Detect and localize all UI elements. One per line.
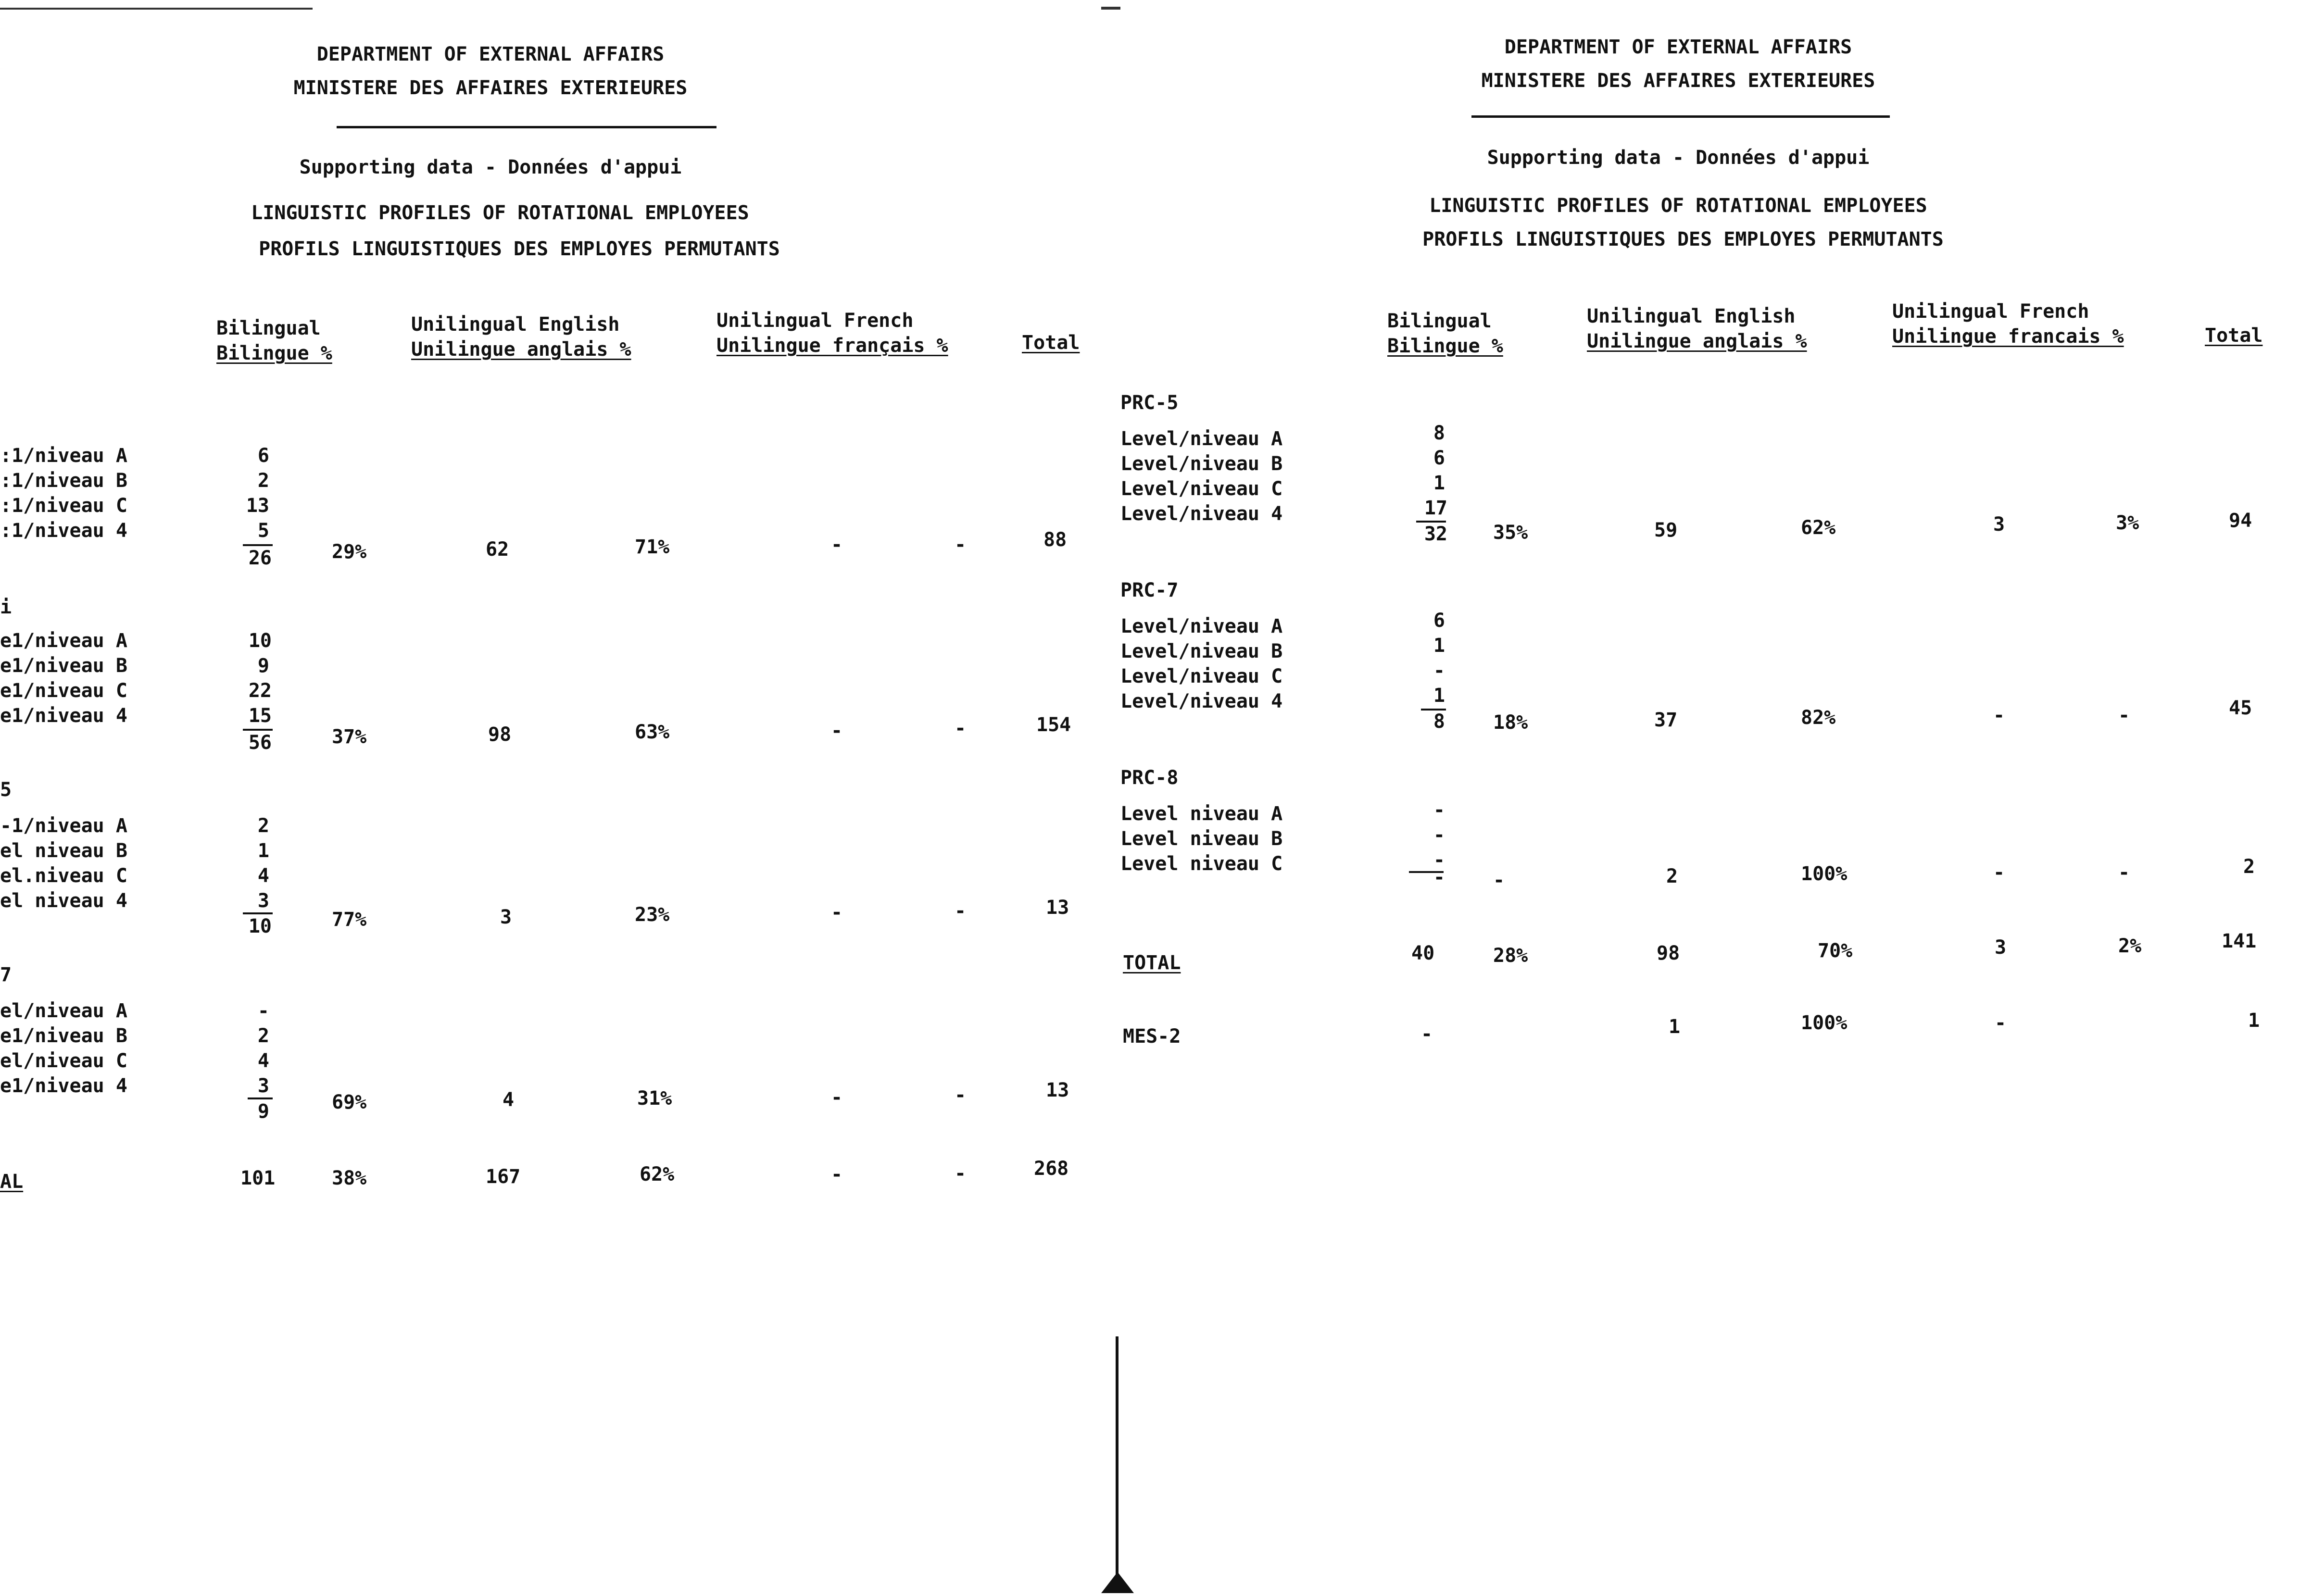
right-g1-val-a: 6 <box>1433 610 1445 632</box>
left-col-french: Unilingual French <box>716 310 914 332</box>
left-total-eng-pct: 62% <box>640 1163 675 1185</box>
right-g1-eng: 37 <box>1654 709 1678 731</box>
left-g3-val-c: 4 <box>257 1050 269 1072</box>
right-col-francais: Unilingue francais % <box>1892 325 2124 348</box>
right-g0-val-b: 6 <box>1433 447 1445 469</box>
left-g3-eng: 4 <box>503 1089 515 1111</box>
right-col-bilingue: Bilingue % <box>1387 335 1503 357</box>
left-col-bilingual: Bilingual <box>216 317 321 339</box>
right-subtitle-en: LINGUISTIC PROFILES OF ROTATIONAL EMPLOYEES <box>1429 195 1927 217</box>
right-col-english: Unilingual English <box>1587 305 1796 327</box>
left-g1-bil-pct: 37% <box>332 726 367 748</box>
right-g1-val-b: 1 <box>1433 635 1445 657</box>
right-g2-fr: - <box>1993 861 2005 884</box>
left-g2-fr: - <box>831 901 843 923</box>
right-g1-val-4: 1 <box>1433 685 1445 707</box>
left-g0-label-b: :1/niveau B <box>0 470 127 492</box>
right-g0-sum: 32 <box>1424 523 1447 545</box>
left-g0-label-c: :1/niveau C <box>0 495 127 517</box>
left-g2-label-c: el.niveau C <box>0 865 127 887</box>
left-title-fr: MINISTERE DES AFFAIRES EXTERIEURES <box>293 77 688 99</box>
left-g2-sum-rule <box>243 912 273 914</box>
left-g2-val-c: 4 <box>257 865 269 887</box>
page-spine-foot <box>1101 1572 1134 1593</box>
left-g3-sum: 9 <box>257 1100 269 1122</box>
left-g3-label-c: el/niveau C <box>0 1050 127 1072</box>
right-col-total: Total <box>2205 324 2263 347</box>
left-g1-label-b: e1/niveau B <box>0 655 127 677</box>
right-total-eng-pct: 70% <box>1818 940 1853 962</box>
right-g1-fr: - <box>1993 704 2005 726</box>
left-g0-fr-pct: - <box>955 534 967 556</box>
left-g2-val-a: 2 <box>257 815 269 837</box>
left-total-total: 268 <box>1034 1158 1069 1180</box>
left-g0-eng: 62 <box>486 538 509 561</box>
left-col-francais: Unilingue français % <box>716 335 948 357</box>
right-g0-name: PRC-5 <box>1120 392 1179 414</box>
right-g0-fr-pct: 3% <box>2116 512 2139 534</box>
left-g2-fr-pct: - <box>955 900 967 922</box>
right-g0-bil-pct: 35% <box>1493 522 1528 544</box>
right-title-en: DEPARTMENT OF EXTERNAL AFFAIRS <box>1504 36 1852 58</box>
right-g1-label-c: Level/niveau C <box>1120 665 1283 687</box>
left-g1-sum-rule <box>243 729 273 731</box>
left-g1-val-a: 10 <box>248 630 272 652</box>
left-g1-total: 154 <box>1036 714 1071 736</box>
left-subtitle-fr: PROFILS LINGUISTIQUES DES EMPLOYES PERMUTANTS <box>259 238 780 260</box>
left-col-anglais: Unilingue anglais % <box>411 338 631 361</box>
left-g2-label-4: el niveau 4 <box>0 890 127 912</box>
right-g1-eng-pct: 82% <box>1801 707 1836 729</box>
left-g0-val-a: 6 <box>257 445 269 467</box>
right-g2-eng-pct: 100% <box>1801 863 1848 885</box>
left-total-bil-pct: 38% <box>332 1167 367 1189</box>
left-g1-eng-pct: 63% <box>635 721 670 743</box>
right-total-bil: 40 <box>1411 942 1435 964</box>
left-g3-val-a: - <box>257 1000 269 1022</box>
left-g2-val-4: 3 <box>257 890 269 912</box>
right-g0-label-b: Level/niveau B <box>1120 453 1283 475</box>
left-col-bilingue: Bilingue % <box>216 342 332 364</box>
left-g3-eng-pct: 31% <box>637 1087 672 1110</box>
left-g2-sum: 10 <box>248 915 272 937</box>
top-center-mark <box>1101 7 1120 10</box>
left-total-fr: - <box>831 1163 843 1185</box>
right-g2-total: 2 <box>2243 856 2255 878</box>
left-g3-sum-rule <box>248 1097 273 1099</box>
right-mes-total: 1 <box>2248 1010 2260 1032</box>
left-total-label: AL <box>0 1171 24 1193</box>
right-mes-eng: 1 <box>1669 1016 1681 1038</box>
left-g3-label-a: el/niveau A <box>0 1000 127 1022</box>
right-g0-fr: 3 <box>1993 513 2005 536</box>
right-g0-eng-pct: 62% <box>1801 517 1836 539</box>
left-title-rule <box>337 126 716 128</box>
left-g1-label-4: e1/niveau 4 <box>0 705 127 727</box>
left-g3-fr-pct: - <box>955 1084 967 1106</box>
left-g2-label-b: el niveau B <box>0 840 127 862</box>
right-g1-total: 45 <box>2229 697 2252 719</box>
left-subtitle-en: LINGUISTIC PROFILES OF ROTATIONAL EMPLOYEES <box>251 202 749 224</box>
left-g3-val-b: 2 <box>257 1025 269 1047</box>
right-mes-bil: - <box>1421 1023 1433 1045</box>
left-title-en: DEPARTMENT OF EXTERNAL AFFAIRS <box>316 43 665 65</box>
right-mes-eng-pct: 100% <box>1801 1012 1848 1034</box>
right-g2-fr-pct: - <box>2118 861 2130 884</box>
left-g0-eng-pct: 71% <box>635 536 670 558</box>
left-g1-sum: 56 <box>248 732 272 754</box>
left-g3-label-4: e1/niveau 4 <box>0 1075 127 1097</box>
left-col-total: Total <box>1022 332 1080 354</box>
right-g0-val-a: 8 <box>1433 422 1445 444</box>
left-total-fr-pct: - <box>955 1162 967 1185</box>
left-g1-name: i <box>0 596 12 618</box>
right-g2-val-b: - <box>1433 824 1445 846</box>
right-g2-val-a: - <box>1433 799 1445 821</box>
right-g0-eng: 59 <box>1654 519 1678 541</box>
left-g2-bil-pct: 77% <box>332 909 367 931</box>
left-g2-eng: 3 <box>500 906 512 928</box>
left-g3-name: 7 <box>0 964 12 986</box>
left-g1-label-a: e1/niveau A <box>0 630 127 652</box>
left-g2-eng-pct: 23% <box>635 904 670 926</box>
right-total-bil-pct: 28% <box>1493 945 1528 967</box>
right-g2-sum: - <box>1433 866 1445 888</box>
left-g0-val-4: 5 <box>257 520 269 542</box>
right-total-eng: 98 <box>1657 942 1680 964</box>
right-mes-fr: - <box>1995 1012 2007 1034</box>
right-total-label: TOTAL <box>1123 952 1181 974</box>
left-supporting: Supporting data - Données d'appui <box>299 156 682 178</box>
left-g1-val-4: 15 <box>248 705 272 727</box>
right-mes-label: MES-2 <box>1123 1025 1181 1047</box>
right-g1-bil-pct: 18% <box>1493 711 1528 734</box>
left-g0-sum: 26 <box>248 547 272 569</box>
left-g3-label-b: e1/niveau B <box>0 1025 127 1047</box>
right-total-total: 141 <box>2222 930 2257 952</box>
left-g0-val-c: 13 <box>246 495 269 517</box>
right-g1-label-4: Level/niveau 4 <box>1120 690 1283 712</box>
left-g1-label-c: e1/niveau C <box>0 680 127 702</box>
left-g0-fr: - <box>831 534 843 556</box>
left-g0-label-4: :1/niveau 4 <box>0 520 127 542</box>
left-g0-total: 88 <box>1043 529 1067 551</box>
right-g1-label-b: Level/niveau B <box>1120 640 1283 662</box>
left-g3-val-4: 3 <box>257 1075 269 1097</box>
right-total-fr-pct: 2% <box>2118 935 2142 957</box>
left-g3-total: 13 <box>1046 1079 1069 1101</box>
left-g0-bil-pct: 29% <box>332 541 367 563</box>
left-g1-eng: 98 <box>488 723 512 746</box>
left-g1-fr-pct: - <box>955 717 967 739</box>
right-subtitle-fr: PROFILS LINGUISTIQUES DES EMPLOYES PERMUTANTS <box>1422 228 1944 250</box>
right-g0-sum-rule <box>1416 521 1446 523</box>
left-total-bil: 101 <box>240 1167 276 1189</box>
right-g2-label-b: Level niveau B <box>1120 828 1283 850</box>
right-g2-label-c: Level niveau C <box>1120 853 1283 875</box>
right-g1-sum: 8 <box>1433 711 1445 733</box>
left-g2-name: 5 <box>0 779 12 801</box>
right-g0-val-4: 17 <box>1424 497 1447 519</box>
left-total-eng: 167 <box>486 1166 521 1188</box>
left-g1-fr: - <box>831 720 843 742</box>
right-g2-val-c: - <box>1433 849 1445 871</box>
right-g1-fr-pct: - <box>2118 704 2130 726</box>
right-g0-label-c: Level/niveau C <box>1120 478 1283 500</box>
right-total-fr: 3 <box>1995 936 2007 959</box>
left-g3-bil-pct: 69% <box>332 1091 367 1113</box>
top-edge-line <box>0 8 313 10</box>
right-title-rule <box>1471 115 1890 118</box>
right-col-anglais: Unilingue anglais % <box>1587 330 1807 352</box>
right-g2-label-a: Level niveau A <box>1120 803 1283 825</box>
left-g1-val-c: 22 <box>248 680 272 702</box>
left-g0-label-a: :1/niveau A <box>0 445 127 467</box>
left-g0-sum-rule <box>243 544 273 546</box>
right-g2-bil-pct: - <box>1493 869 1505 891</box>
right-title-fr: MINISTERE DES AFFAIRES EXTERIEURES <box>1481 70 1875 92</box>
left-g2-total: 13 <box>1046 897 1069 919</box>
left-g2-label-a: -1/niveau A <box>0 815 127 837</box>
right-g0-val-c: 1 <box>1433 472 1445 494</box>
left-g0-val-b: 2 <box>257 470 269 492</box>
right-g2-name: PRC-8 <box>1120 767 1179 789</box>
left-g1-val-b: 9 <box>257 655 269 677</box>
left-col-english: Unilingual English <box>411 313 620 336</box>
right-supporting: Supporting data - Données d'appui <box>1487 147 1870 169</box>
right-g2-eng: 2 <box>1666 865 1678 887</box>
right-g1-val-c: - <box>1433 660 1445 682</box>
page-spine <box>1116 1336 1119 1586</box>
left-g3-fr: - <box>831 1086 843 1109</box>
left-g2-val-b: 1 <box>257 840 269 862</box>
right-col-bilingual: Bilingual <box>1387 310 1492 332</box>
right-g0-total: 94 <box>2229 510 2252 532</box>
right-col-french: Unilingual French <box>1892 300 2089 323</box>
right-g1-name: PRC-7 <box>1120 579 1179 601</box>
right-g0-label-4: Level/niveau 4 <box>1120 503 1283 525</box>
right-g1-label-a: Level/niveau A <box>1120 615 1283 637</box>
right-g0-label-a: Level/niveau A <box>1120 428 1283 450</box>
